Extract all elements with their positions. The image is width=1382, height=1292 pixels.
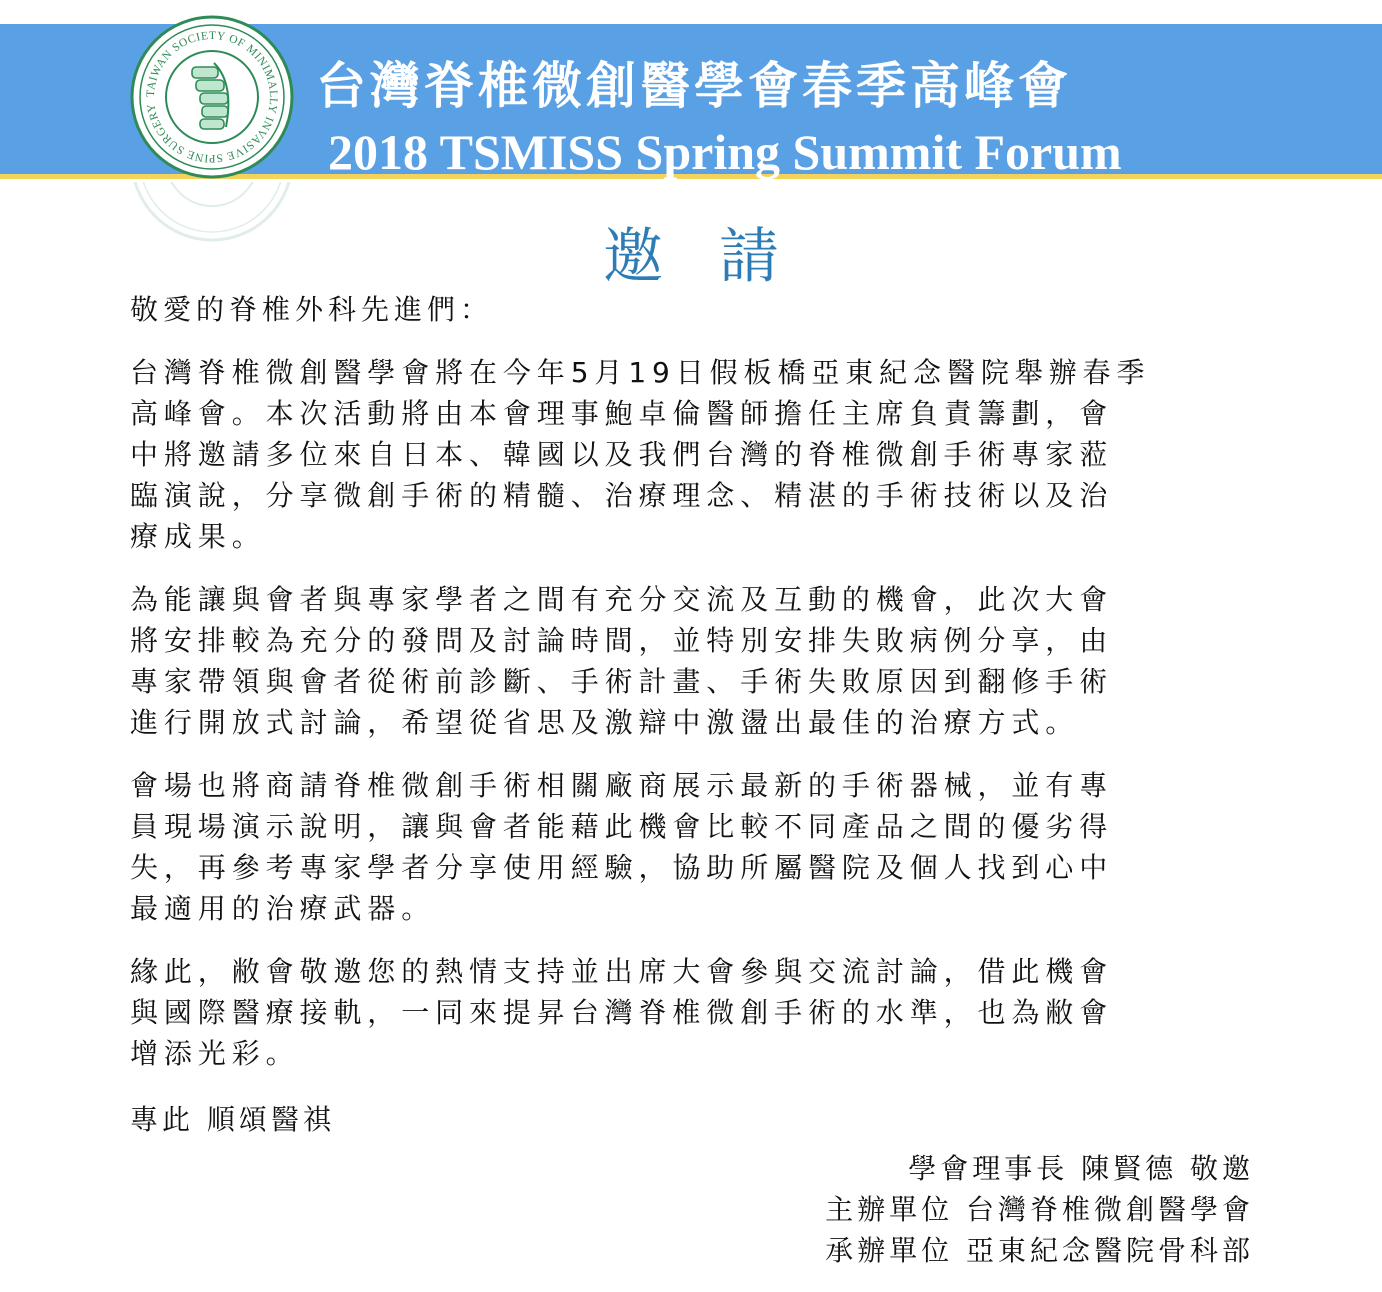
- title-english: 2018 TSMISS Spring Summit Forum: [328, 124, 1122, 180]
- paragraph-line: 失，再參考專家學者分享使用經驗，協助所屬醫院及個人找到心中: [130, 851, 1114, 884]
- paragraph-line: 高峰會。本次活動將由本會理事鮑卓倫醫師擔任主席負責籌劃，會: [130, 397, 1114, 430]
- paragraph-3: [130, 765, 1255, 929]
- paragraph-line: 療成果。: [130, 520, 266, 553]
- signature-line: 學會理事長 陳賢德 敬邀: [908, 1152, 1254, 1185]
- signature-line: 承辦單位 亞東紀念醫院骨科部: [825, 1234, 1254, 1267]
- paragraph-line: 員現場演示說明，讓與會者能藉此機會比較不同產品之間的優劣得: [130, 810, 1114, 843]
- paragraph-line: 會場也將商請脊椎微創手術相關廠商展示最新的手術器械，並有專: [130, 769, 1114, 802]
- paragraph-2: [130, 579, 1255, 743]
- logo-ring-text: TAIWAN SOCIETY OF MINIMALLY INVASIVE SPINE SURGERY: [144, 29, 280, 165]
- paragraph-line: 台灣脊椎微創醫學會將在今年5月19日假板橋亞東紀念醫院舉辦春季: [130, 356, 1151, 389]
- paragraph-line: 增添光彩。: [130, 1037, 300, 1070]
- paragraph-line: 將安排較為充分的發問及討論時間，並特別安排失敗病例分享，由: [130, 624, 1114, 657]
- invitation-heading: 邀請: [603, 222, 835, 292]
- letter-body: [130, 290, 1255, 1140]
- signature-block: [825, 1148, 1254, 1271]
- paragraph-line: 緣此，敝會敬邀您的熱情支持並出席大會參與交流討論，借此機會: [130, 955, 1114, 988]
- paragraph-4: [130, 951, 1255, 1074]
- salutation: 敬愛的脊椎外科先進們：: [130, 293, 494, 326]
- paragraph-line: 最適用的治療武器。: [130, 892, 436, 925]
- paragraph-line: 中將邀請多位來自日本、韓國以及我們台灣的脊椎微創手術專家蒞: [130, 438, 1114, 471]
- paragraph-line: 臨演說，分享微創手術的精髓、治療理念、精湛的手術技術以及治: [130, 479, 1114, 512]
- paragraph-1: [130, 352, 1255, 557]
- title-chinese: 台灣脊椎微創醫學會春季高峰會: [316, 56, 1072, 115]
- paragraph-line: 專家帶領與會者從術前診斷、手術計畫、手術失敗原因到翻修手術: [130, 665, 1114, 698]
- paragraph-line: 與國際醫療接軌，一同來提昇台灣脊椎微創手術的水準，也為敝會: [130, 996, 1114, 1029]
- closing-line: 專此 順頌醫祺: [130, 1103, 335, 1136]
- paragraph-line: 為能讓與會者與專家學者之間有充分交流及互動的機會，此次大會: [130, 583, 1114, 616]
- society-logo: [130, 15, 294, 179]
- spine-logo-icon: [130, 15, 294, 179]
- paragraph-line: 進行開放式討論，希望從省思及激辯中激盪出最佳的治療方式。: [130, 706, 1080, 739]
- signature-line: 主辦單位 台灣脊椎微創醫學會: [825, 1193, 1254, 1226]
